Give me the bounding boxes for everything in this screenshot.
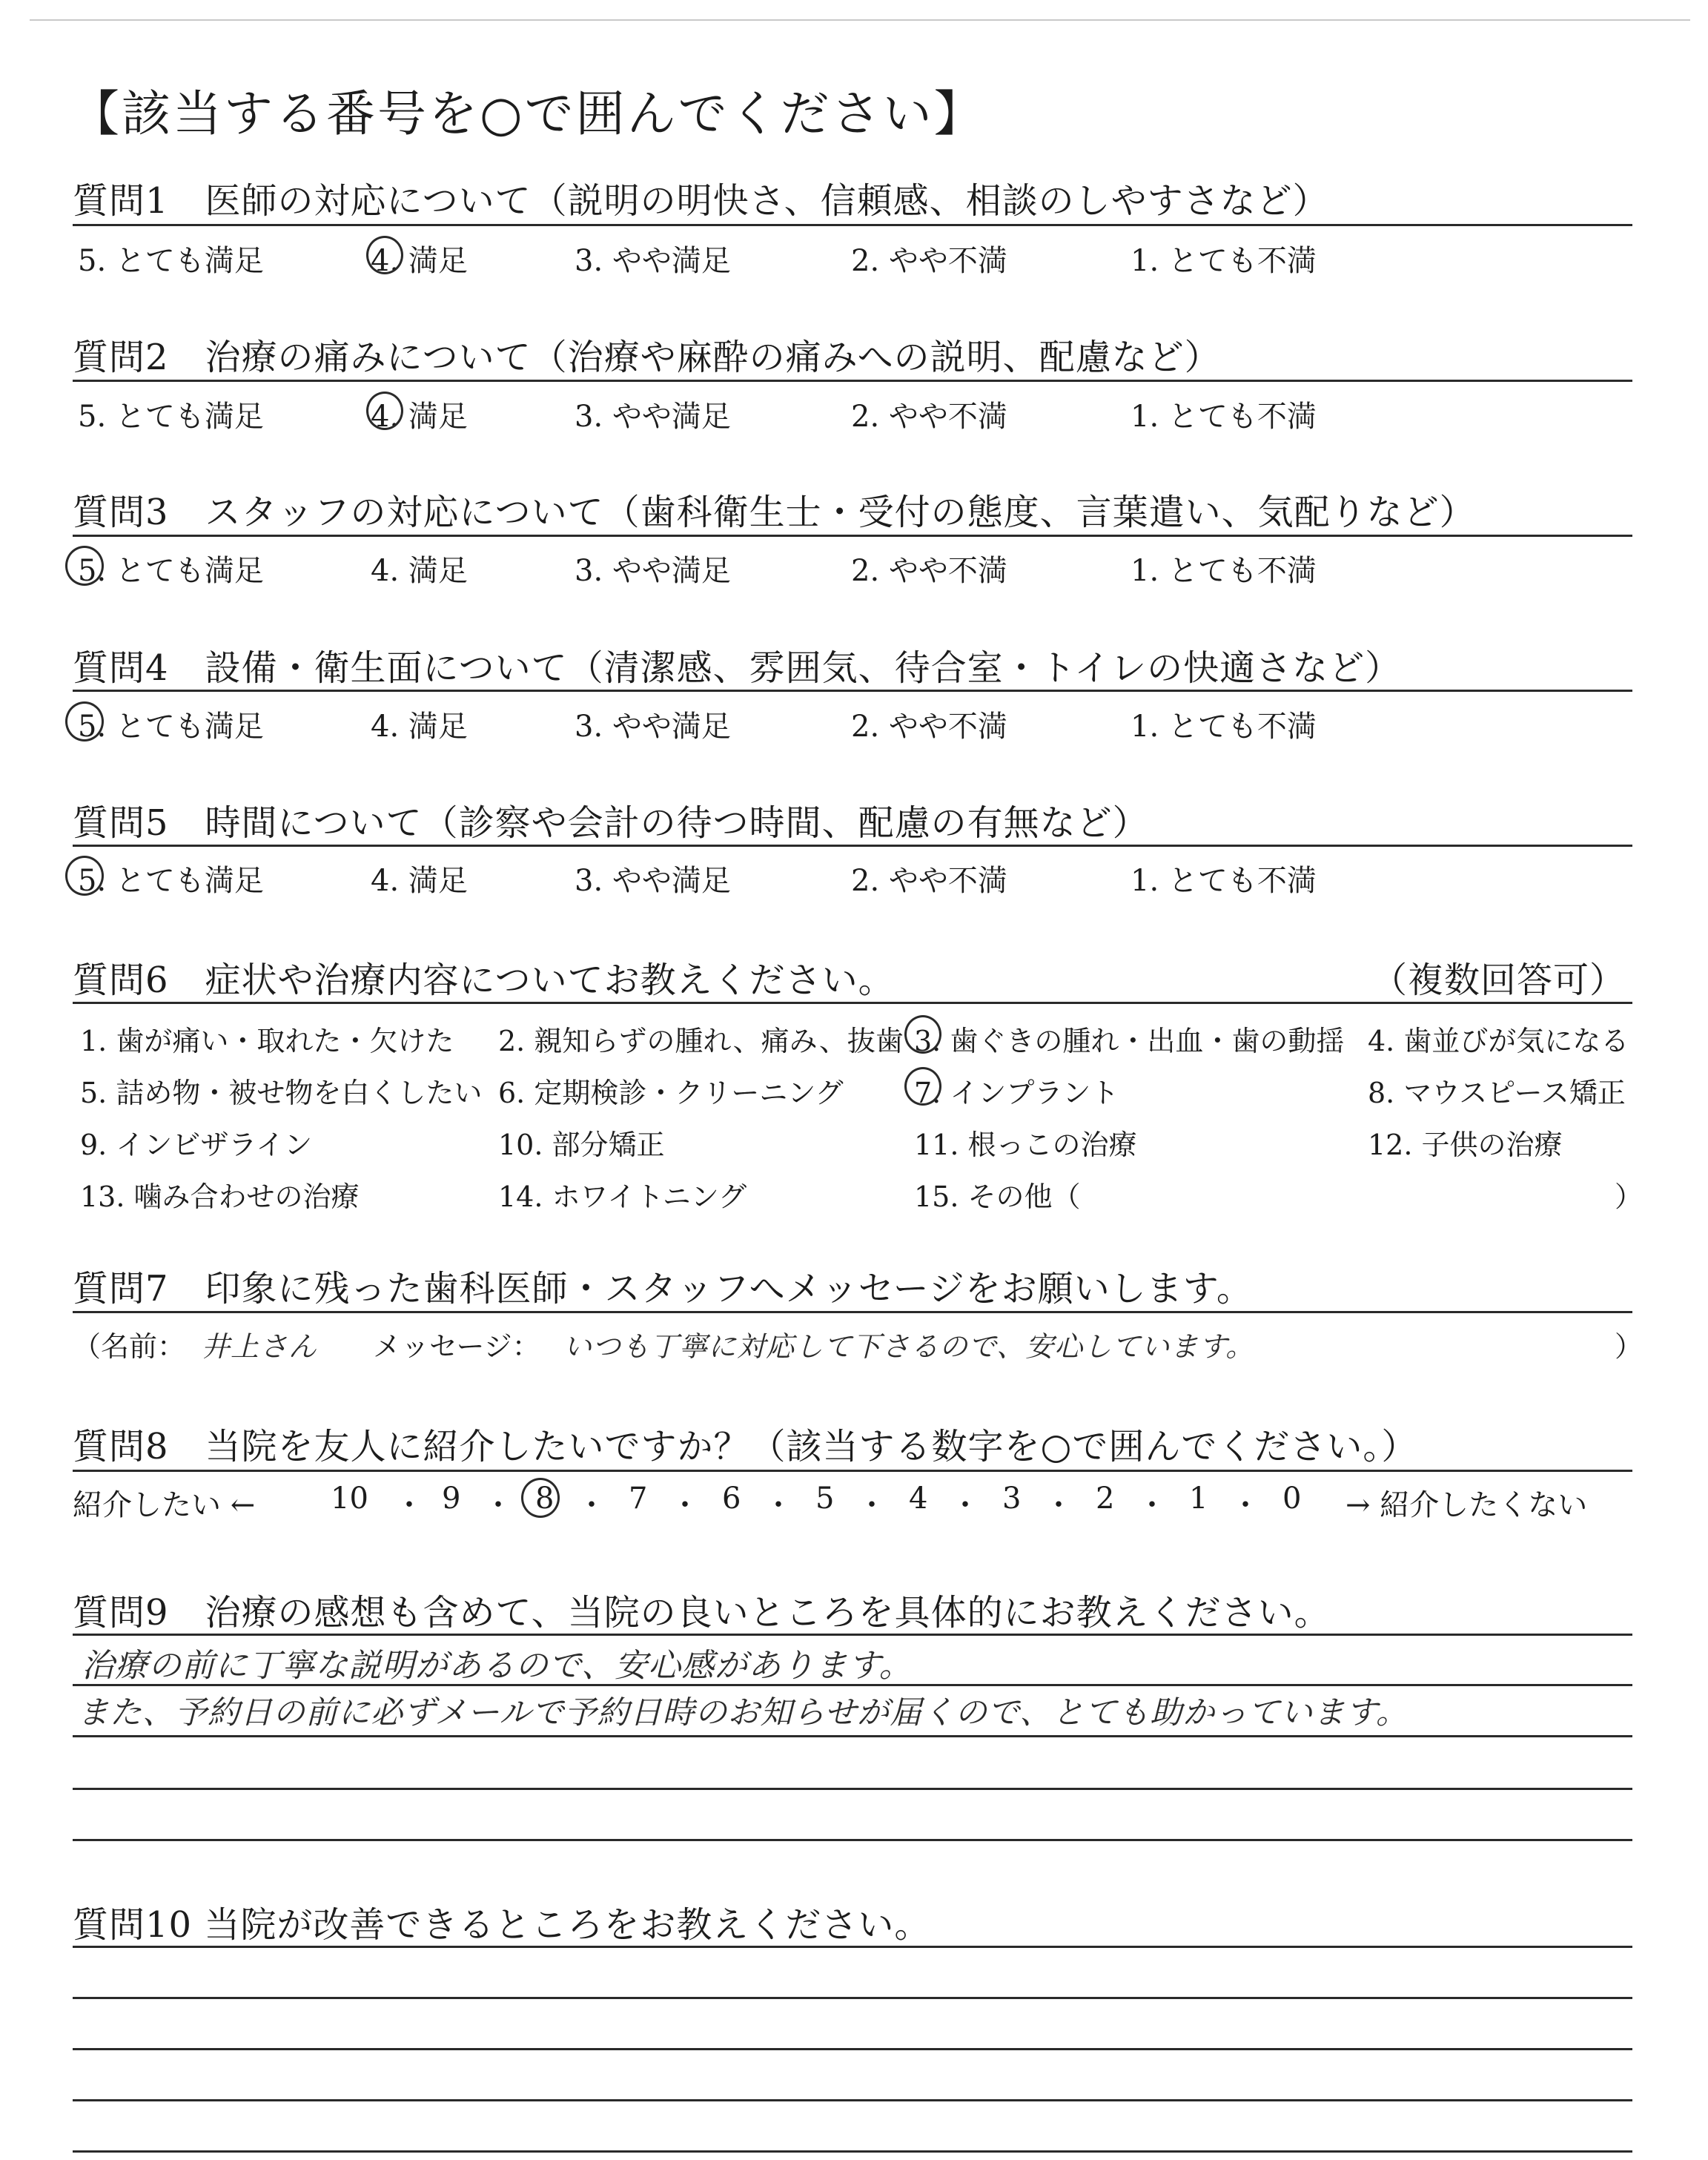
q8-scale-1[interactable]: 1 <box>1189 1482 1208 1516</box>
q7-rule <box>73 1311 1632 1313</box>
q5-choice-1[interactable]: 1. とても不満 <box>1131 864 1317 898</box>
q2-title: 質問2 治療の痛みについて（治療や麻酔の痛みへの説明、配慮など） <box>73 337 1221 378</box>
q1-title: 質問1 医師の対応について（説明の明快さ、信頼感、相談のしやすさなど） <box>73 180 1329 222</box>
q8-title: 質問8 当院を友人に紹介したいですか？（該当する数字を○で囲んでください。） <box>73 1426 1418 1467</box>
q2-choice-4[interactable]: 4. 満足 <box>371 400 468 434</box>
q1-choice-5[interactable]: 5. とても満足 <box>78 244 264 278</box>
q10-rule-1 <box>73 1946 1632 1948</box>
q1-choice-2[interactable]: 2. やや不満 <box>851 244 1007 278</box>
q2-choice-3[interactable]: 3. やや満足 <box>575 400 731 434</box>
q5-rule <box>73 845 1632 847</box>
q3-choice-3[interactable]: 3. やや満足 <box>575 554 731 588</box>
q8-scale-sep: ・ <box>950 1488 980 1522</box>
q8-rule <box>73 1470 1632 1472</box>
q6-item-9[interactable]: 9. インビザライン <box>80 1129 313 1161</box>
q2-choice-1[interactable]: 1. とても不満 <box>1131 400 1317 434</box>
q5-choice-5[interactable]: 5. とても満足 <box>78 864 264 898</box>
q2-rule <box>73 380 1632 382</box>
q8-scale-4[interactable]: 4 <box>909 1482 928 1516</box>
q4-choice-4[interactable]: 4. 満足 <box>371 710 468 744</box>
q8-scale-9[interactable]: 9 <box>442 1482 461 1516</box>
q8-scale-10[interactable]: 10 <box>331 1482 368 1516</box>
q8-scale-sep: ・ <box>1044 1488 1073 1522</box>
q10-rule-3 <box>73 2048 1632 2050</box>
q6-item-14[interactable]: 14. ホワイトニング <box>498 1180 747 1213</box>
q8-selected-circle <box>521 1478 560 1518</box>
q8-scale-sep: ・ <box>857 1488 887 1522</box>
q8-scale-sep: ・ <box>394 1488 424 1522</box>
q6-item-3[interactable]: 3. 歯ぐきの腫れ・出血・歯の動揺 <box>914 1025 1345 1057</box>
q5-selected-circle <box>65 856 104 896</box>
q3-title: 質問3 スタッフの対応について（歯科衛生士・受付の態度、言葉遣い、気配りなど） <box>73 492 1476 533</box>
q9-answer-line-2[interactable]: また、予約日の前に必ずメールで予約日時のお知らせが届くので、とても助かっています。 <box>77 1694 1409 1731</box>
q8-left-label: 紹介したい ← <box>73 1488 256 1522</box>
q2-choice-2[interactable]: 2. やや不満 <box>851 400 1007 434</box>
q6-item-5[interactable]: 5. 詰め物・被せ物を白くしたい <box>80 1077 483 1109</box>
q8-scale-8[interactable]: 8 <box>535 1482 555 1516</box>
q5-choice-3[interactable]: 3. やや満足 <box>575 864 731 898</box>
q5-title: 質問5 時間について（診察や会計の待つ時間、配慮の有無など） <box>73 802 1149 844</box>
q9-rule-5 <box>73 1839 1632 1841</box>
page-title: 【該当する番号を○で囲んでください】 <box>70 85 985 142</box>
q7-close-paren: ） <box>1615 1330 1644 1363</box>
q3-choice-5[interactable]: 5. とても満足 <box>78 554 264 588</box>
q7-message-value[interactable]: いつも丁寧に対応して下さるので、安心しています。 <box>563 1330 1255 1363</box>
scan-top-edge <box>30 19 1690 21</box>
q8-scale-sep: ・ <box>483 1488 513 1522</box>
q6-item-8[interactable]: 8. マウスピース矯正 <box>1368 1077 1626 1109</box>
q8-right-label: → 紹介したくない <box>1345 1488 1588 1522</box>
q3-rule <box>73 535 1632 537</box>
q8-scale-2[interactable]: 2 <box>1096 1482 1115 1516</box>
q6-item-15[interactable]: 15. その他（ <box>914 1180 1081 1213</box>
q6-note: （複数回答可） <box>1371 960 1626 1001</box>
q6-item-11[interactable]: 11. 根っこの治療 <box>914 1129 1137 1161</box>
q6-item-10[interactable]: 10. 部分矯正 <box>498 1129 665 1161</box>
q4-title: 質問4 設備・衛生面について（清潔感、雰囲気、待合室・トイレの快適さなど） <box>73 647 1402 689</box>
q4-choice-3[interactable]: 3. やや満足 <box>575 710 731 744</box>
q5-choice-2[interactable]: 2. やや不満 <box>851 864 1007 898</box>
q6-item-3-selected-circle <box>904 1015 941 1054</box>
q2-choice-5[interactable]: 5. とても満足 <box>78 400 264 434</box>
q10-rule-2 <box>73 1997 1632 1999</box>
q10-rule-4 <box>73 2099 1632 2101</box>
q9-rule-4 <box>73 1788 1632 1790</box>
q7-title: 質問7 印象に残った歯科医師・スタッフへメッセージをお願いします。 <box>73 1268 1253 1309</box>
q8-scale-sep: ・ <box>1231 1488 1260 1522</box>
q6-title: 質問6 症状や治療内容についてお教えください。 <box>73 960 895 1001</box>
q6-item-2[interactable]: 2. 親知らずの腫れ、痛み、抜歯 <box>498 1025 904 1057</box>
q6-item-7-selected-circle <box>904 1067 941 1106</box>
q8-scale-6[interactable]: 6 <box>722 1482 741 1516</box>
q1-selected-circle <box>366 236 403 274</box>
q3-selected-circle <box>65 546 104 586</box>
q4-rule <box>73 690 1632 692</box>
q8-scale-sep: ・ <box>670 1488 700 1522</box>
q1-rule <box>73 224 1632 226</box>
q10-rule-5 <box>73 2150 1632 2153</box>
q4-choice-2[interactable]: 2. やや不満 <box>851 710 1007 744</box>
q1-choice-4[interactable]: 4. 満足 <box>371 244 468 278</box>
q6-item-1[interactable]: 1. 歯が痛い・取れた・欠けた <box>80 1025 454 1057</box>
q8-scale-sep: ・ <box>1137 1488 1167 1522</box>
q9-rule-2 <box>73 1684 1632 1686</box>
q1-choice-1[interactable]: 1. とても不満 <box>1131 244 1317 278</box>
q4-choice-5[interactable]: 5. とても満足 <box>78 710 264 744</box>
q5-choice-4[interactable]: 4. 満足 <box>371 864 468 898</box>
q8-scale-sep: ・ <box>764 1488 793 1522</box>
q6-item-4[interactable]: 4. 歯並びが気になる <box>1368 1025 1629 1057</box>
q9-rule-1 <box>73 1634 1632 1636</box>
q8-scale-sep: ・ <box>577 1488 606 1522</box>
q10-title: 質問10 当院が改善できるところをお教えください。 <box>73 1904 931 1946</box>
q6-item-15-close-paren: ） <box>1615 1180 1644 1213</box>
q7-message-label: メッセージ： <box>373 1330 540 1363</box>
q4-choice-1[interactable]: 1. とても不満 <box>1131 710 1317 744</box>
q9-answer-line-1[interactable]: 治療の前に丁寧な説明があるので、安心感があります。 <box>82 1647 913 1685</box>
q6-item-7[interactable]: 7. インプラント <box>914 1077 1119 1109</box>
q7-name-value[interactable]: 井上さん <box>202 1330 318 1363</box>
q9-rule-3 <box>73 1735 1632 1737</box>
q6-rule <box>73 1002 1632 1004</box>
q8-scale-7[interactable]: 7 <box>629 1482 648 1516</box>
q4-selected-circle <box>65 701 104 742</box>
q3-choice-1[interactable]: 1. とても不満 <box>1131 554 1317 588</box>
q6-item-13[interactable]: 13. 噛み合わせの治療 <box>80 1180 360 1213</box>
q2-selected-circle <box>366 392 403 430</box>
q8-scale-0[interactable]: 0 <box>1282 1482 1302 1516</box>
q1-choice-3[interactable]: 3. やや満足 <box>575 244 731 278</box>
q3-choice-4[interactable]: 4. 満足 <box>371 554 468 588</box>
q8-scale-3[interactable]: 3 <box>1002 1482 1022 1516</box>
q9-title: 質問9 治療の感想も含めて、当院の良いところを具体的にお教えください。 <box>73 1592 1331 1634</box>
q8-scale-5[interactable]: 5 <box>815 1482 835 1516</box>
q6-item-6[interactable]: 6. 定期検診・クリーニング <box>498 1077 844 1109</box>
q3-choice-2[interactable]: 2. やや不満 <box>851 554 1007 588</box>
q6-item-12[interactable]: 12. 子供の治療 <box>1368 1129 1563 1161</box>
q7-name-label: （名前： <box>73 1330 186 1363</box>
